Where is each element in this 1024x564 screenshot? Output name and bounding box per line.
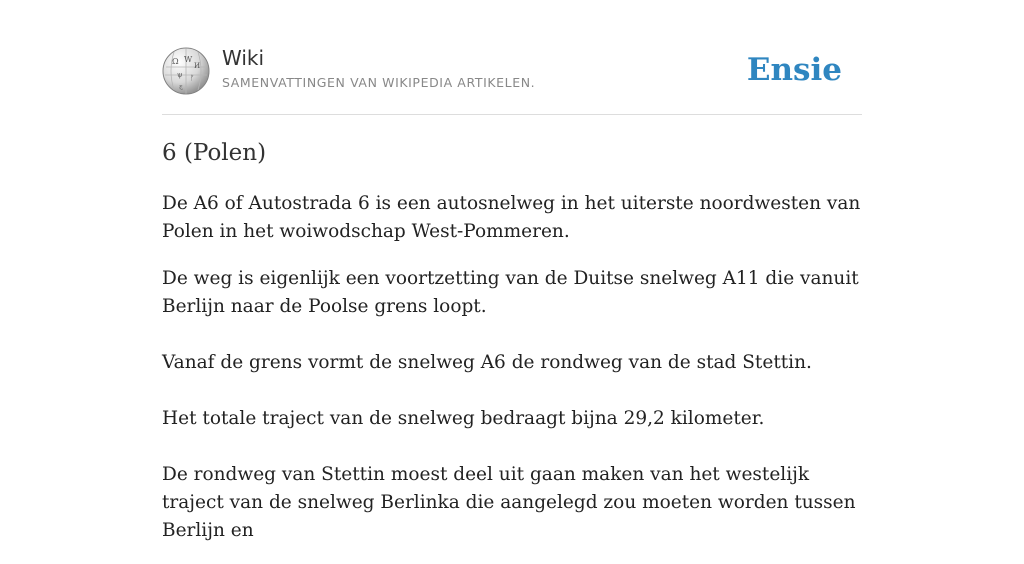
article-title: 6 (Polen) xyxy=(162,140,267,166)
article-paragraph-5: De rondweg van Stettin moest deel uit gaan maken van het westelijk traject van de snelweg Berlinka die aangelegd zou moeten worden tussen Berlijn en xyxy=(162,464,856,541)
article-content xyxy=(162,138,862,564)
site-title[interactable]: Wiki xyxy=(222,46,265,70)
svg-text:И: И xyxy=(194,62,201,70)
ensie-brand-link[interactable]: Ensie xyxy=(746,52,842,88)
svg-text:W: W xyxy=(184,55,193,64)
svg-text:ᚠ: ᚠ xyxy=(190,74,195,82)
article-paragraph-3: Vanaf de grens vormt de snelweg A6 de rondweg van de stad Stettin. xyxy=(162,352,812,373)
article-paragraph-1: De A6 of Autostrada 6 is een autosnelweg in het uiterste noordwesten van Polen in het woiwodschap West-Pommeren. xyxy=(162,193,861,242)
svg-text:ج: ج xyxy=(179,83,183,90)
article-paragraph-4: Het totale traject van de snelweg bedraagt bijna 29,2 kilometer. xyxy=(162,408,765,429)
site-subtitle: SAMENVATTINGEN VAN WIKIPEDIA ARTIKELEN. xyxy=(222,75,536,90)
svg-text:ψ: ψ xyxy=(177,71,183,79)
wikipedia-globe-icon[interactable] xyxy=(162,47,210,95)
svg-text:Ω: Ω xyxy=(172,57,179,66)
article-paragraph-2: De weg is eigenlijk een voortzetting van de Duitse snelweg A11 die vanuit Berlijn naar de Poolse grens loopt. xyxy=(162,268,859,317)
site-header xyxy=(162,44,862,115)
